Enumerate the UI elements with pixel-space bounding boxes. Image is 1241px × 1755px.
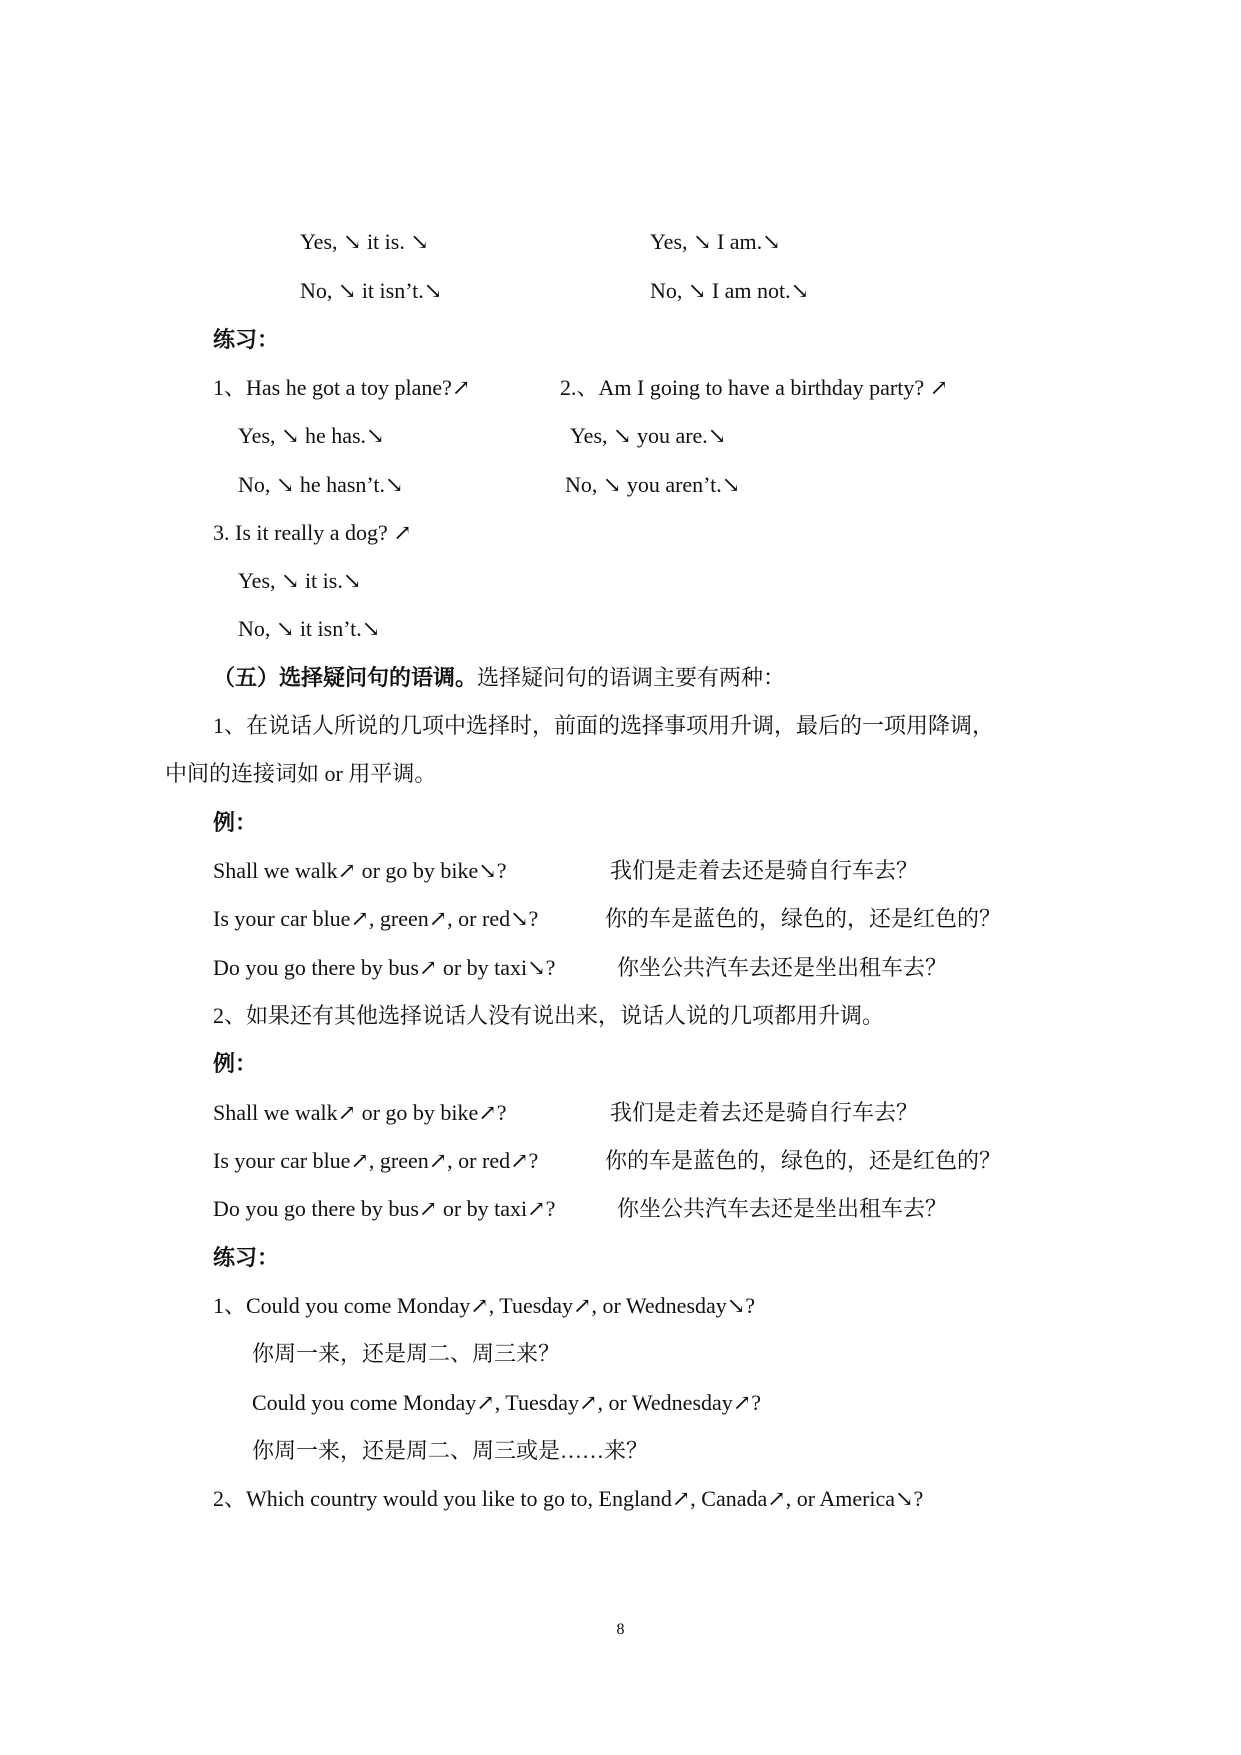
example5-en: Is your car blue↗, green↗, or red↗? [213,1148,539,1173]
example1-en: Shall we walk↗ or go by bike↘? [213,858,507,883]
example6-zh: 你坐公共汽车去还是坐出租车去？ [617,1196,948,1221]
example-label: 例： [213,810,258,835]
example2-zh: 你的车是蓝色的，绿色的，还是红色的？ [605,906,1002,931]
rule2: 2、如果还有其他选择说话人没有说出来，说话人说的几项都用升调。 [213,1003,885,1028]
practice-q2-yes: Yes, ↘ you are.↘ [570,423,727,448]
section-intro: 选择疑问句的语调主要有两种： [477,665,786,690]
practice-q2: 2.、Am I going to have a birthday party? ↗ [560,375,949,400]
example4-zh: 我们是走着去还是骑自行车去？ [610,1100,919,1125]
example5-zh: 你的车是蓝色的，绿色的，还是红色的？ [605,1148,1002,1173]
answer-no-left: No, ↘ it isn’t.↘ [300,278,443,303]
practice-q3: 3. Is it really a dog? ↗ [213,520,412,545]
example6-en: Do you go there by bus↗ or by taxi↗? [213,1196,556,1221]
practice-heading-2: 练习： [213,1245,280,1270]
practice2-item1-en: 1、Could you come Monday↗, Tuesday↗, or Wednesday↘? [213,1293,755,1318]
section-title: （五）选择疑问句的语调。 [213,665,478,690]
answer-no-right: No, ↘ I am not.↘ [650,278,810,303]
answer-yes-right: Yes, ↘ I am.↘ [650,229,781,254]
example1-zh: 我们是走着去还是骑自行车去？ [610,858,919,883]
practice-q2-no: No, ↘ you aren’t.↘ [565,472,741,497]
rule1-line2: 中间的连接词如 or 用平调。 [165,761,437,786]
practice2-item2-en: 2、Which country would you like to go to, England↗, Canada↗, or America↘? [213,1486,924,1511]
practice2-item1b-zh: 你周一来，还是周二、周三或是……来？ [252,1438,649,1463]
page-number: 8 [616,1621,625,1638]
section-title-line [213,664,785,692]
example4-en: Shall we walk↗ or go by bike↗? [213,1100,507,1125]
rule1-line1: 1、在说话人所说的几项中选择时，前面的选择事项用升调，最后的一项用降调， [213,713,995,738]
practice2-item1-zh: 你周一来，还是周二、周三来？ [252,1341,561,1366]
example2-en: Is your car blue↗, green↗, or red↘? [213,906,539,931]
practice-heading: 练习： [213,327,280,352]
practice2-item1b-en: Could you come Monday↗, Tuesday↗, or Wednesday↗? [252,1390,761,1415]
example3-zh: 你坐公共汽车去还是坐出租车去？ [617,955,948,980]
practice-q3-no: No, ↘ it isn’t.↘ [238,616,381,641]
example3-en: Do you go there by bus↗ or by taxi↘? [213,955,556,980]
practice-q1: 1、Has he got a toy plane?↗ [213,375,471,400]
practice-q3-yes: Yes, ↘ it is.↘ [238,568,362,593]
practice-q1-yes: Yes, ↘ he has.↘ [238,423,385,448]
practice-q1-no: No, ↘ he hasn’t.↘ [238,472,404,497]
example-label-2: 例： [213,1051,258,1076]
answer-yes-left: Yes, ↘ it is. ↘ [300,229,429,254]
